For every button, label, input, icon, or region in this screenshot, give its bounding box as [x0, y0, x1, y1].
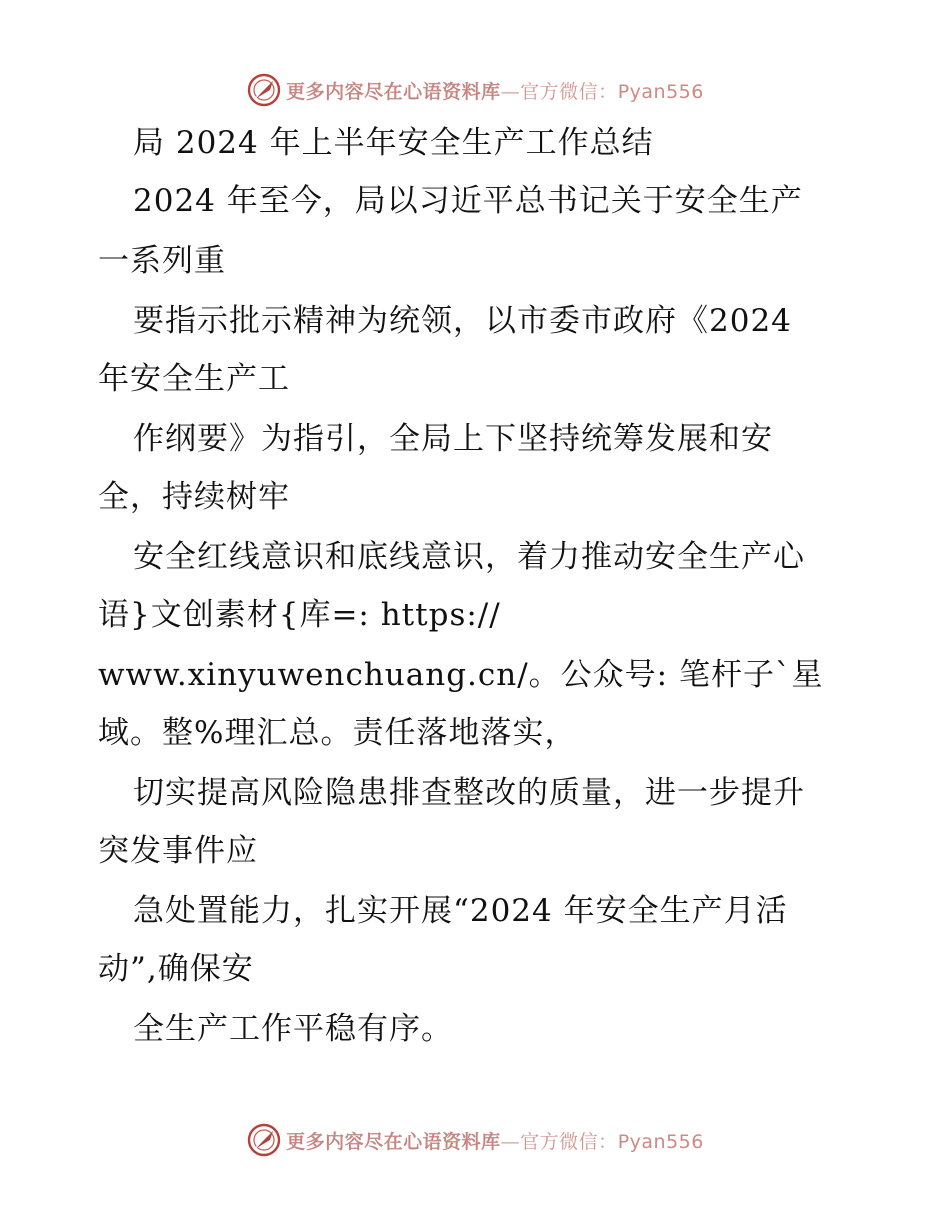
- text-line: 急处置能力，扎实开展“2024 年安全生产月活: [133, 893, 788, 929]
- watermark-wechat-id: Pyan556: [617, 80, 704, 103]
- watermark-text: [286, 1127, 704, 1154]
- quill-logo-icon: [246, 1122, 282, 1158]
- text-line: 突发事件应: [98, 833, 258, 869]
- text-line: www.xinyuwenchuang.cn/。公众号: 笔杆子`星: [98, 657, 824, 693]
- watermark-wechat-id: Pyan556: [617, 1130, 704, 1153]
- text-line: 全，持续树牢: [98, 479, 290, 515]
- watermark-text: [286, 77, 704, 104]
- watermark-header: [0, 68, 950, 112]
- text-line: 域。整%理汇总。责任落地落实，: [98, 715, 577, 751]
- quill-logo-icon: [246, 72, 282, 108]
- text-line: 一系列重: [98, 243, 226, 279]
- watermark-dash: —: [500, 80, 521, 103]
- document-title: 局 2024 年上半年安全生产工作总结: [133, 125, 654, 161]
- text-line: 2024 年至今，局以习近平总书记关于安全生产: [133, 183, 803, 219]
- text-line: 作纲要》为指引，全局上下坚持统筹发展和安: [133, 421, 773, 457]
- text-line: 要指示批示精神为统领，以市委市政府《2024: [133, 303, 792, 339]
- watermark-wechat-label: 官方微信：: [520, 1130, 618, 1153]
- text-line: 语}文创素材{库=: https://: [98, 597, 501, 633]
- watermark-wechat-label: 官方微信：: [520, 80, 618, 103]
- watermark-brand: 更多内容尽在心语资料库: [286, 80, 501, 103]
- text-line: 年安全生产工: [98, 361, 290, 397]
- watermark-dash: —: [500, 1130, 521, 1153]
- text-line: 切实提高风险隐患排查整改的质量，进一步提升: [133, 775, 805, 811]
- watermark-footer: [0, 1118, 950, 1162]
- text-line: 动”,确保安: [98, 951, 254, 987]
- text-line: 全生产工作平稳有序。: [133, 1011, 453, 1047]
- text-line: 安全红线意识和底线意识，着力推动安全生产心: [133, 539, 805, 575]
- watermark-brand: 更多内容尽在心语资料库: [286, 1130, 501, 1153]
